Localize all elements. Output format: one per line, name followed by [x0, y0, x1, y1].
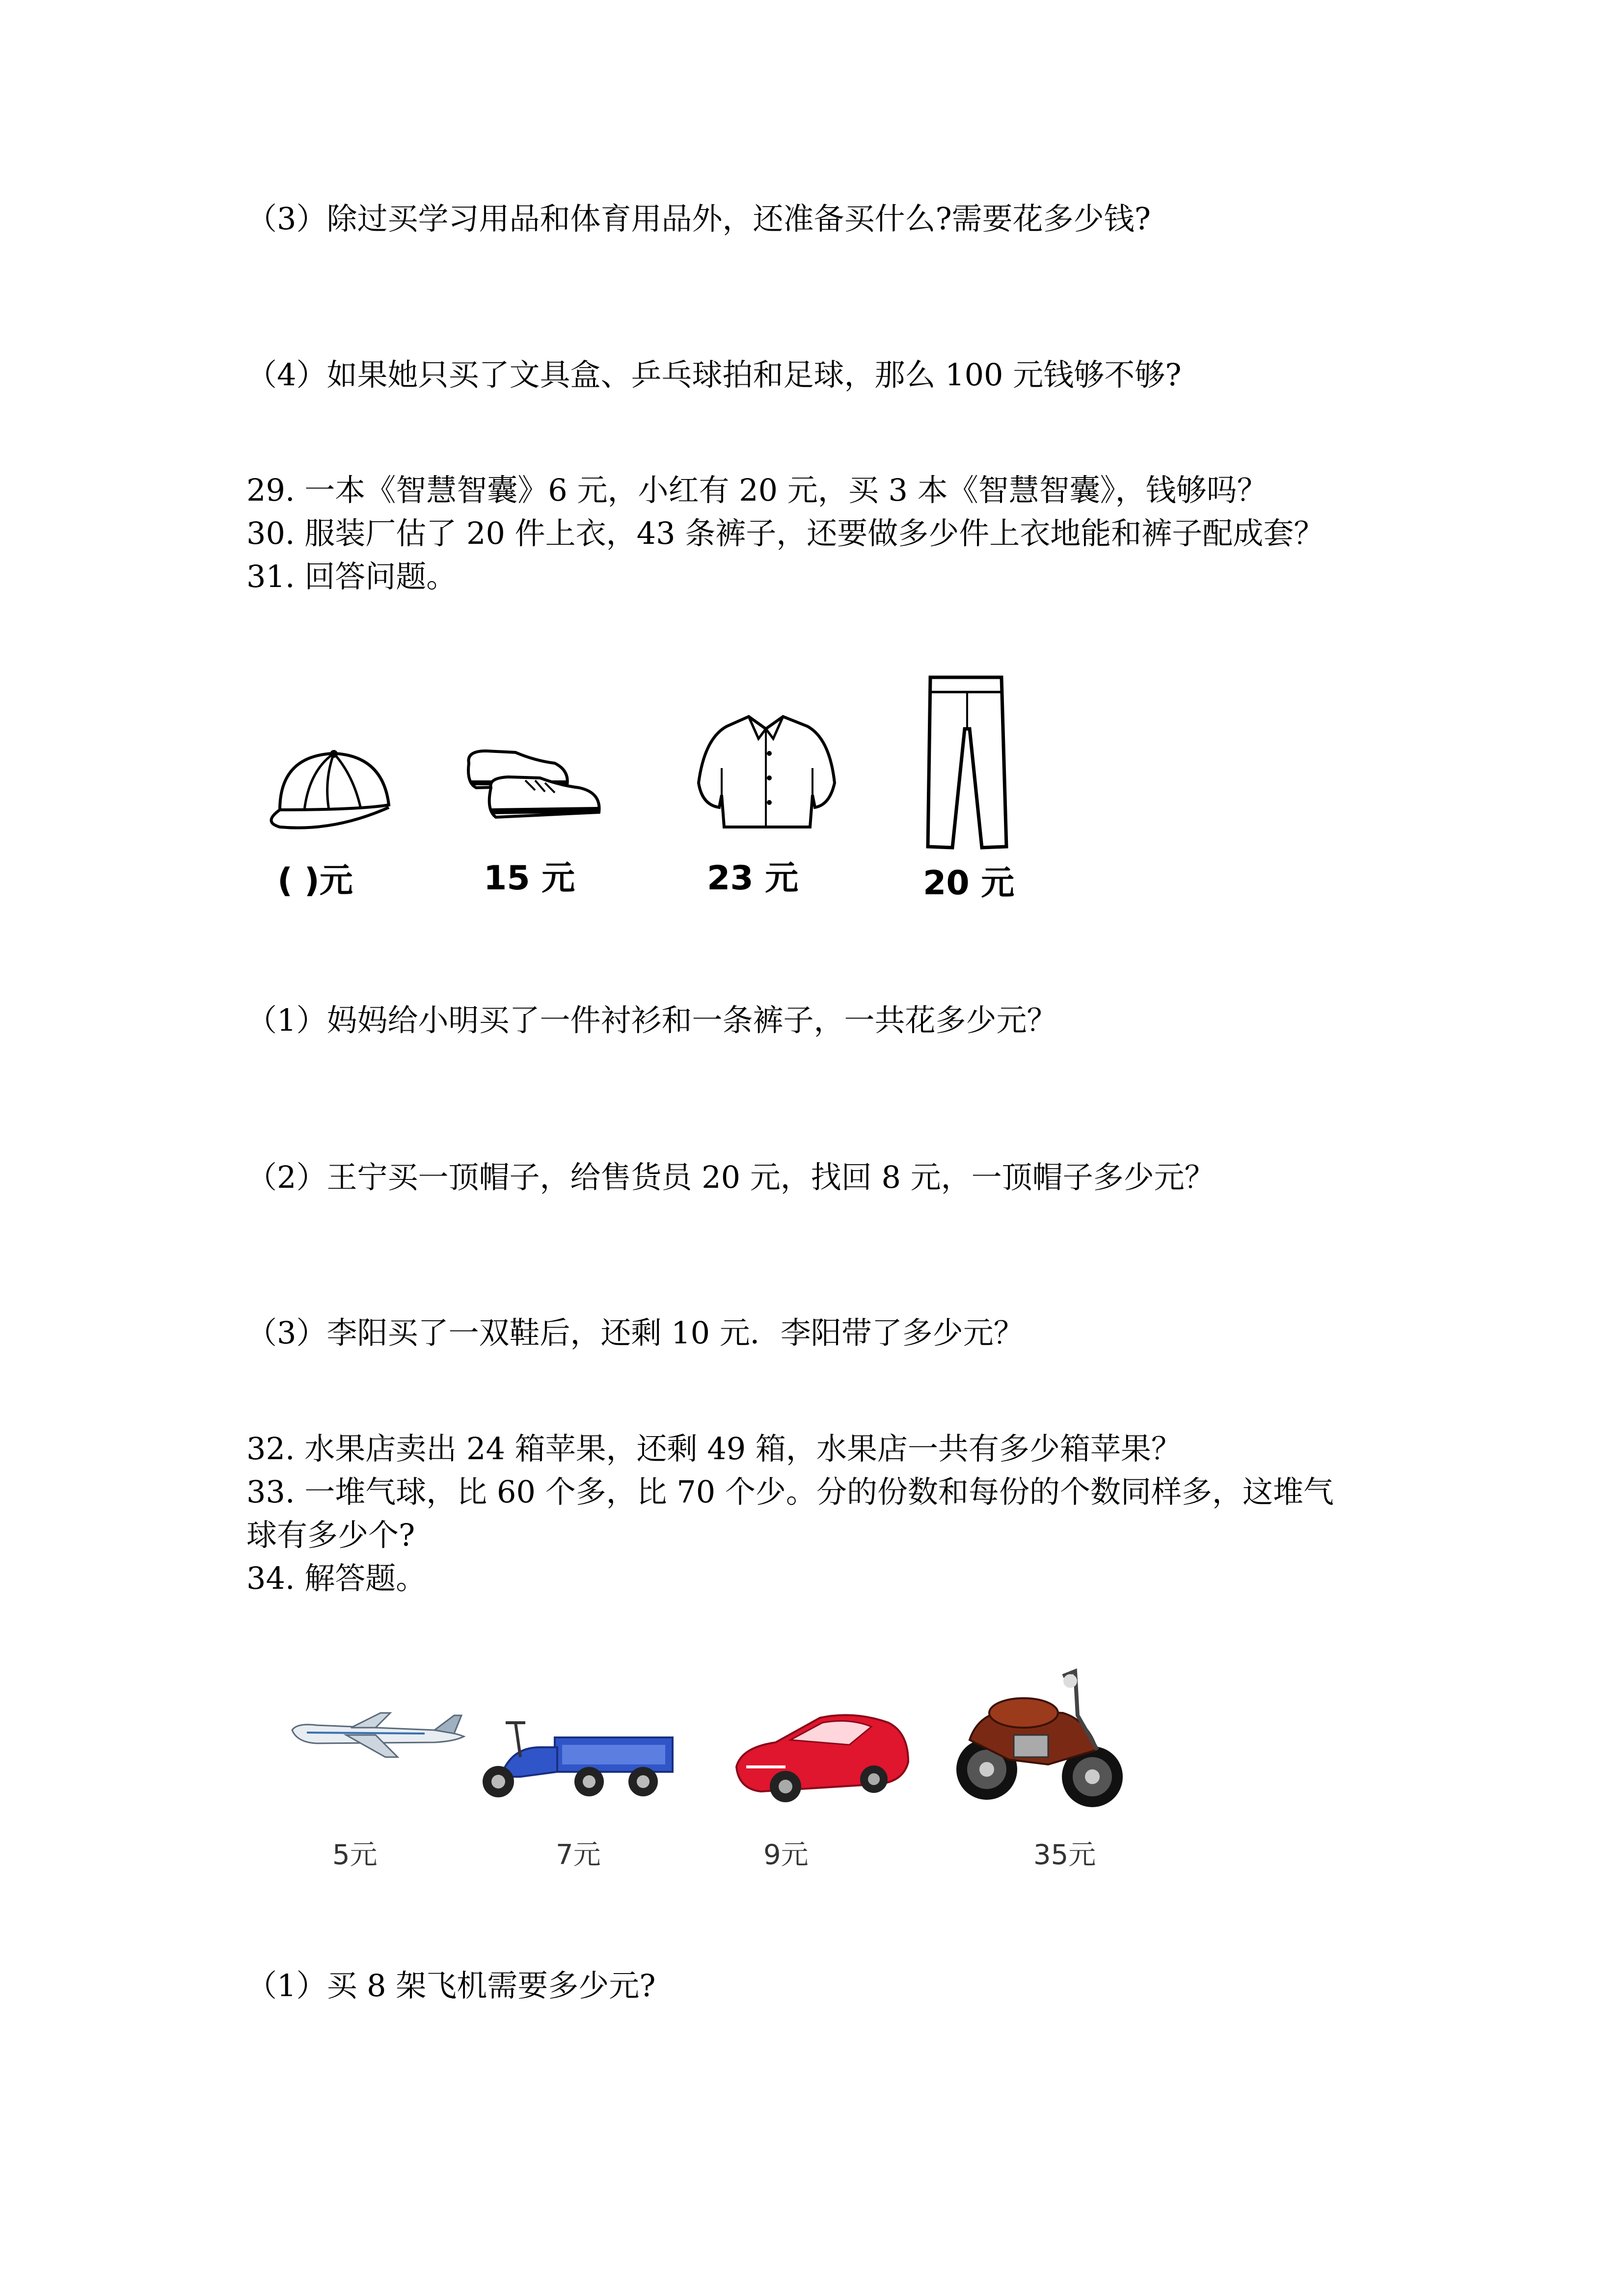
motorcycle-price: 35元 — [1033, 1839, 1096, 1871]
car-price: 9元 — [763, 1839, 809, 1871]
sports-car-icon — [731, 1693, 913, 1806]
shirt-price: 23 元 — [707, 859, 799, 898]
question-34-1: （1）买 8 架飞机需要多少元? — [246, 1968, 656, 2003]
question-33-line2: 球有多少个? — [246, 1517, 415, 1553]
cap-price: ( )元 — [277, 861, 353, 900]
question-29: 29. 一本《智慧智囊》6 元，小红有 20 元，买 3 本《智慧智囊》，钱够吗？ — [246, 472, 1268, 508]
question-34: 34. 解答题。 — [246, 1560, 427, 1596]
cap-icon — [260, 736, 403, 844]
question-31-3: （3）李阳买了一双鞋后，还剩 10 元．李阳带了多少元？ — [246, 1315, 1024, 1351]
shirt-icon — [690, 709, 842, 832]
question-28-3: （3）除过买学习用品和体育用品外，还准备买什么?需要花多少钱? — [246, 201, 1151, 237]
tricycle-icon — [471, 1703, 682, 1801]
shoes-icon — [461, 744, 609, 832]
airplane-price: 5元 — [332, 1839, 378, 1871]
question-33-line1: 33. 一堆气球，比 60 个多，比 70 个少。分的份数和每份的个数同样多，这堆气 — [246, 1474, 1334, 1510]
question-31-1: （1）妈妈给小明买了一件衬衫和一条裤子，一共花多少元？ — [246, 1002, 1057, 1038]
pants-icon — [923, 670, 1011, 856]
question-31-2: （2）王宁买一顶帽子，给售货员 20 元，找回 8 元，一顶帽子多少元？ — [246, 1159, 1215, 1195]
question-30: 30. 服装厂估了 20 件上衣，43 条裤子，还要做多少件上衣地能和裤子配成套？ — [246, 515, 1325, 551]
question-32: 32. 水果店卖出 24 箱苹果，还剩 49 箱，水果店一共有多少箱苹果？ — [246, 1431, 1182, 1467]
shoes-price: 15 元 — [484, 859, 575, 898]
airplane-icon — [287, 1708, 474, 1767]
question-31: 31. 回答问题。 — [246, 559, 457, 594]
tricycle-price: 7元 — [556, 1839, 601, 1871]
pants-price: 20 元 — [923, 864, 1015, 903]
question-28-4: （4）如果她只买了文具盒、乒乓球拍和足球，那么 100 元钱够不够? — [246, 357, 1182, 393]
motorcycle-icon — [950, 1666, 1132, 1814]
